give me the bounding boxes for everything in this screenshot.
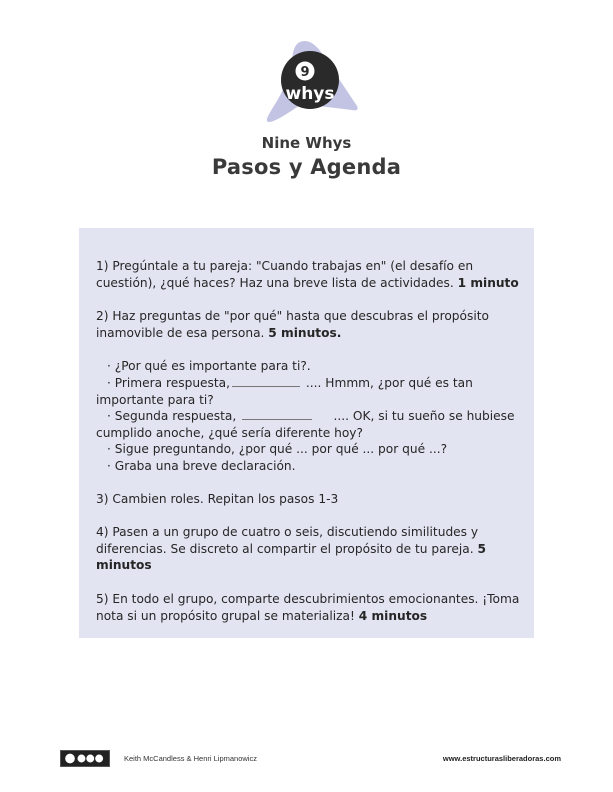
footer-website[interactable]: www.estructurasliberadoras.com xyxy=(442,754,561,763)
answer-blank-1 xyxy=(232,378,300,387)
bullet-keep-asking: · Sigue preguntando, ¿por qué ... por qué ... por qué ...? xyxy=(107,442,448,457)
nine-whys-logo xyxy=(262,38,358,128)
step-2-time: 5 minutos. xyxy=(268,325,342,340)
cc-icon xyxy=(65,753,76,764)
footer-authors: Keith McCandless & Henri Lipmanowicz xyxy=(124,754,257,763)
logo-word: whys xyxy=(285,84,335,104)
step-1: 1) Pregúntale a tu pareja: "Cuando trabajas en" (el desafío en cuestión), ¿qué haces? Haz una breve lista de actividades. 1 minuto xyxy=(96,259,519,290)
bullet-record-statement: · Graba una breve declaración. xyxy=(107,458,296,473)
sa-icon xyxy=(95,755,103,763)
step-1-time: 1 minuto xyxy=(457,275,519,290)
nc-icon xyxy=(86,755,94,763)
bullet-why-important: · ¿Por qué es importante para ti?. xyxy=(107,359,311,374)
by-icon xyxy=(78,755,86,763)
step-3: 3) Cambien roles. Repitan los pasos 1-3 xyxy=(96,491,339,506)
cc-license-badge xyxy=(60,750,110,767)
step-4: 4) Pasen a un grupo de cuatro o seis, discutiendo similitudes y diferencias. Se discreto al compartir el propósito de tu pareja. 5 minutos xyxy=(96,525,486,573)
logo-number: 9 xyxy=(300,65,310,80)
step-2: 2) Haz preguntas de "por qué" hasta que descubras el propósito inamovible de esa persona. 5 minutos. xyxy=(96,309,489,340)
footer xyxy=(0,748,613,768)
bullet-second-answer: · Segunda respuesta, .... OK, si tu sueño se hubiese cumplido anoche, ¿qué sería diferente hoy? xyxy=(96,409,515,440)
page-title: Pasos y Agenda xyxy=(211,155,402,179)
bullet-first-answer: · Primera respuesta, .... Hmmm, ¿por qué es tan importante para ti? xyxy=(96,375,473,407)
step-5-time: 4 minutos xyxy=(358,608,428,623)
step-5: 5) En todo el grupo, comparte descubrimientos emocionantes. ¡Toma nota si un propósito grupal se materializa! 4 minutos xyxy=(96,591,520,623)
page-subtitle: Nine Whys xyxy=(261,134,352,152)
step-4-time: 5 minutos xyxy=(96,541,486,573)
steps-content xyxy=(96,258,526,624)
answer-blank-2 xyxy=(242,411,312,420)
